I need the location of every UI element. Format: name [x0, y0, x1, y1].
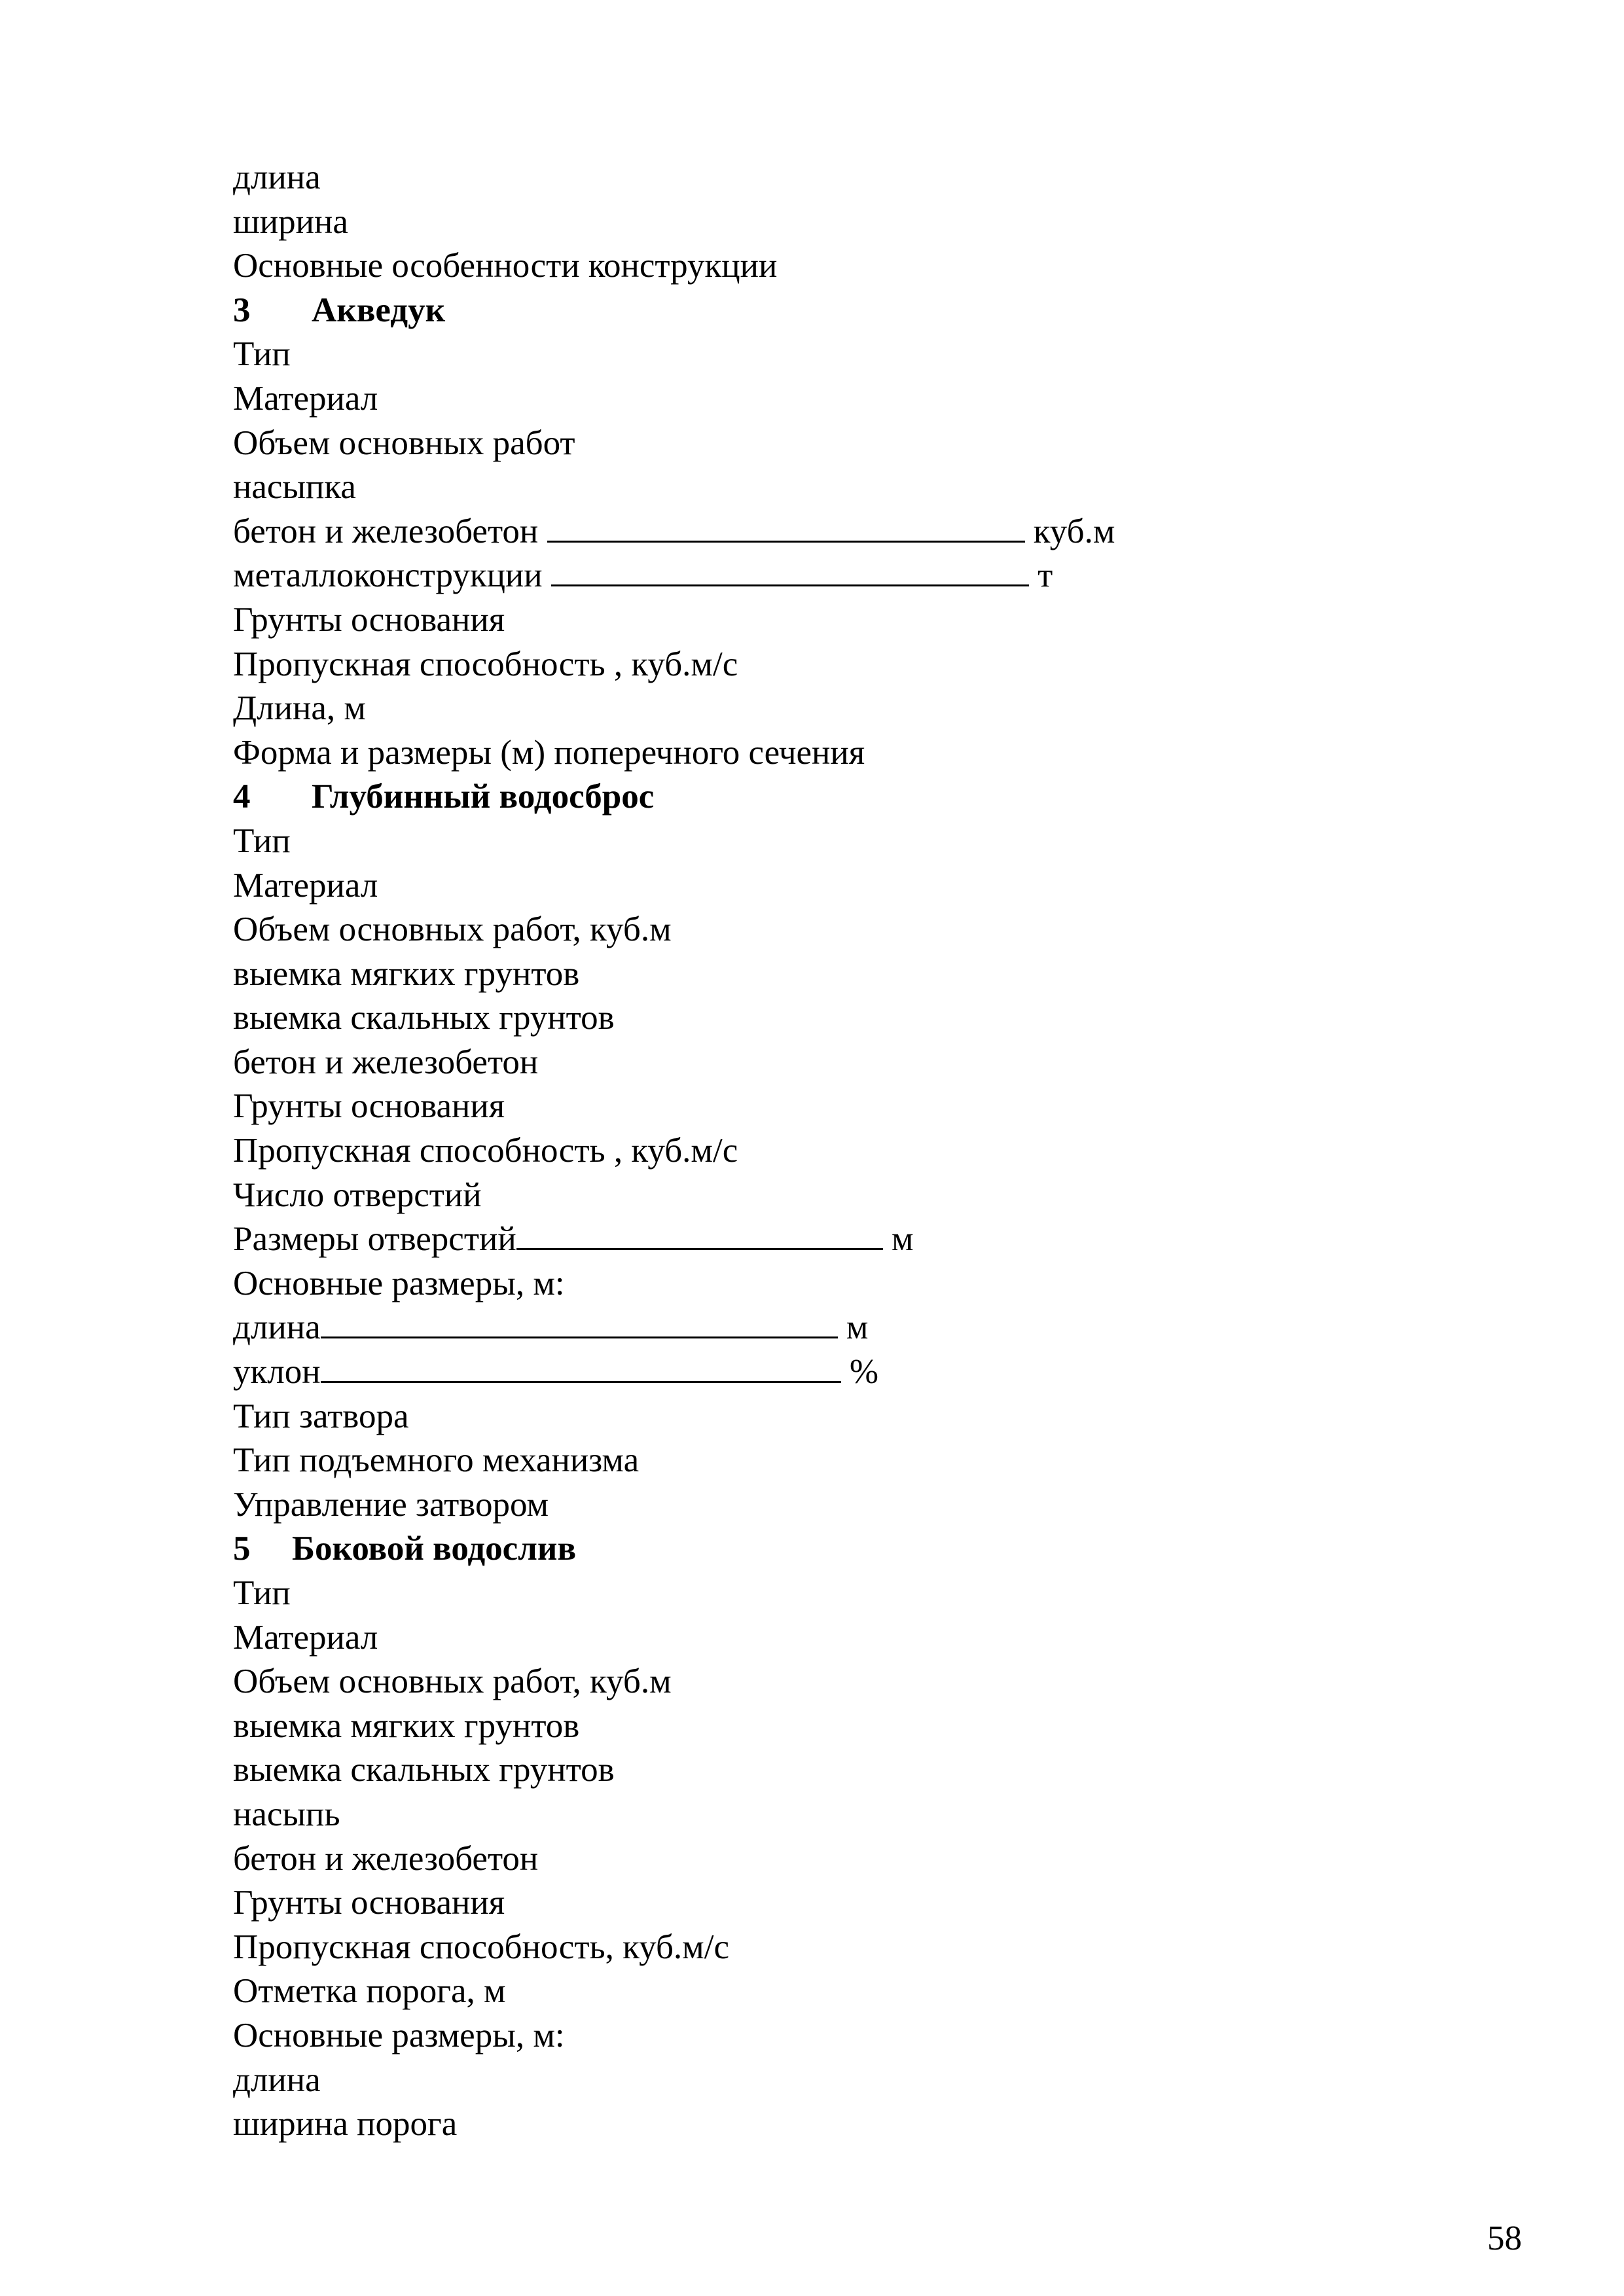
text-line: Грунты основания [233, 600, 505, 639]
text-line: насыпка [233, 468, 356, 507]
fill-line-slope [233, 1350, 1477, 1395]
section-number: 3 [233, 291, 251, 329]
text-line: длина [233, 158, 321, 196]
text-line: насыпь [233, 1795, 340, 1833]
text-line: Пропускная способность, куб.м/с [233, 1928, 729, 1966]
text-line: Тип [233, 1574, 291, 1612]
text-line: выемка мягких грунтов [233, 954, 580, 993]
text-line: Тип затвора [233, 1397, 409, 1435]
blank-underline [551, 554, 1029, 586]
text-line: Объем основных работ [233, 423, 575, 462]
text-line: бетон и железобетон [233, 1839, 539, 1878]
field-label: длина [233, 1308, 321, 1347]
blank-underline [547, 511, 1025, 543]
text-line: ширина порога [233, 2105, 458, 2144]
section-title: Глубинный водосброс [312, 778, 655, 816]
text-line: Пропускная способность , куб.м/с [233, 1132, 738, 1170]
text-line: Грунты основания [233, 1087, 505, 1126]
section-title: Акведук [312, 291, 446, 329]
field-label: металлоконструкции [233, 556, 543, 595]
section-number: 5 [233, 1530, 251, 1568]
text-line: Число отверстий [233, 1175, 482, 1214]
text-line: ширина [233, 202, 348, 241]
text-line: выемка мягких грунтов [233, 1706, 580, 1745]
text-line: Отметка порога, м [233, 1972, 506, 2011]
text-line: Материал [233, 1618, 378, 1657]
text-line: Тип [233, 335, 291, 374]
field-unit: м [891, 1220, 914, 1259]
text-line: Форма и размеры (м) поперечного сечения [233, 733, 865, 772]
text-line: Основные особенности конструкции [233, 247, 778, 285]
text-line: выемка скальных грунтов [233, 1751, 615, 1789]
fill-line-metal [233, 554, 1477, 598]
text-line: Материал [233, 379, 378, 418]
text-line: длина [233, 2060, 321, 2099]
document-body [233, 156, 1477, 2147]
blank-underline [321, 1306, 838, 1338]
section-title: Боковой водослив [292, 1530, 577, 1568]
field-unit: % [849, 1353, 878, 1391]
section-number: 4 [233, 778, 251, 816]
field-label: уклон [233, 1353, 321, 1391]
fill-line-openings [233, 1217, 1477, 1262]
field-label: Размеры отверстий [233, 1220, 516, 1259]
blank-underline [516, 1218, 883, 1250]
text-line: Тип [233, 821, 291, 860]
text-line: Материал [233, 866, 378, 905]
fill-line-length [233, 1306, 1477, 1350]
page-number: 58 [1487, 2219, 1522, 2257]
text-line: Длина, м [233, 689, 366, 728]
text-line: Основные размеры, м: [233, 1264, 565, 1302]
section-heading-deep-spillway [233, 775, 1477, 819]
text-line: выемка скальных грунтов [233, 999, 615, 1037]
text-line: Грунты основания [233, 1884, 505, 1922]
text-line: Управление затвором [233, 1485, 549, 1524]
field-unit: м [846, 1308, 869, 1347]
field-label: бетон и железобетон [233, 512, 539, 550]
section-heading-side-weir [233, 1527, 1477, 1571]
text-line: Объем основных работ, куб.м [233, 1662, 672, 1701]
text-line: Основные размеры, м: [233, 2016, 565, 2054]
field-unit: т [1038, 556, 1053, 595]
text-line: Тип подъемного механизма [233, 1441, 640, 1480]
fill-line-concrete [233, 510, 1477, 554]
text-line: бетон и железобетон [233, 1043, 539, 1081]
blank-underline [321, 1351, 841, 1383]
section-heading-aqueduct [233, 289, 1477, 333]
text-line: Пропускная способность , куб.м/с [233, 645, 738, 683]
field-unit: куб.м [1033, 512, 1115, 550]
text-line: Объем основных работ, куб.м [233, 910, 672, 949]
